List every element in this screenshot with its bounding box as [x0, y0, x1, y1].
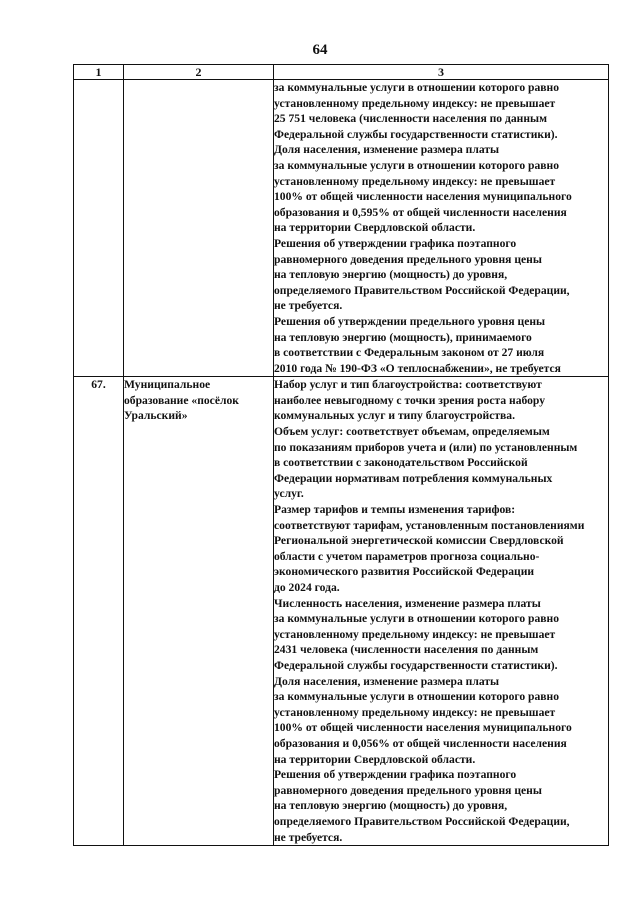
- description-line: Решения об утверждении графика поэтапного: [274, 768, 517, 782]
- description-line: коммунальных услуг и типу благоустройства.: [274, 409, 515, 423]
- description-line: установленному предельному индексу: не превышает: [274, 96, 556, 110]
- description-line: в соответствии с Федеральным законом от 27 июля: [274, 346, 545, 360]
- description-line: за коммунальные услуги в отношении которого равно: [274, 612, 560, 626]
- description-line: установленному предельному индексу: не превышает: [274, 627, 556, 641]
- description-line: 100% от общей численности населения муниципального: [274, 190, 572, 204]
- description-line: на тепловую энергию (мощность), принимаемого: [274, 330, 532, 344]
- description-line: равномерного доведения предельного уровня цены: [274, 252, 542, 266]
- description-line: Численность населения, изменение размера платы: [274, 596, 541, 610]
- description-cell: [274, 377, 609, 846]
- table-header-row: [74, 65, 609, 80]
- description-line: Региональной энергетической комиссии Свердловской: [274, 534, 564, 548]
- description-line: образования и 0,056% от общей численности населения: [274, 736, 567, 750]
- column-header-3: 3: [274, 65, 609, 80]
- document-table: [73, 64, 609, 846]
- description-line: на тепловую энергию (мощность) до уровня,: [274, 268, 508, 282]
- description-line: Доля населения, изменение размера платы: [274, 143, 500, 157]
- description-line: экономического развития Российской Федерации: [274, 565, 535, 579]
- description-line: за коммунальные услуги в отношении которого равно: [274, 158, 560, 172]
- description-line: не требуется.: [274, 299, 343, 313]
- column-header-2: 2: [124, 65, 274, 80]
- description-line: установленному предельному индексу: не превышает: [274, 705, 556, 719]
- description-line: образования и 0,595% от общей численности населения: [274, 205, 567, 219]
- description-line: Доля населения, изменение размера платы: [274, 674, 500, 688]
- description-line: определяемого Правительством Российской Федерации,: [274, 283, 570, 297]
- municipality-name-line: Уральский»: [124, 409, 188, 423]
- description-line: Решения об утверждении графика поэтапного: [274, 236, 517, 250]
- table-row: [74, 80, 609, 377]
- description-line: Решения об утверждении предельного уровня цены: [274, 314, 546, 328]
- description-line: Набор услуг и тип благоустройства: соответствуют: [274, 378, 542, 392]
- description-line: услуг.: [274, 487, 304, 501]
- description-line: до 2024 года.: [274, 581, 340, 594]
- table-body: [74, 65, 609, 846]
- description-line: за коммунальные услуги в отношении которого равно: [274, 690, 560, 704]
- description-line: Федеральной службы государственности статистики).: [274, 658, 558, 672]
- description-line: соответствуют тарифам, установленным постановлениями: [274, 518, 585, 532]
- municipality-name-cell: [124, 377, 274, 846]
- description-line: 2431 человека (численности населения по данным: [274, 643, 539, 657]
- description-line: 2010 года № 190-ФЗ «О теплоснабжении», не требуется: [274, 361, 561, 375]
- municipality-name-line: Муниципальное: [124, 378, 211, 392]
- description-line: 25 751 человека (численности населения по данным: [274, 112, 547, 126]
- table-row: [74, 377, 609, 846]
- description-line: Федерации нормативам потребления коммунальных: [274, 471, 553, 485]
- description-line: не требуется.: [274, 830, 343, 844]
- column-header-1: 1: [74, 65, 124, 80]
- description-cell: [274, 80, 609, 377]
- description-line: Объем услуг: соответствует объемам, определяемым: [274, 425, 550, 439]
- page-number: 64: [312, 42, 328, 58]
- description-line: на тепловую энергию (мощность) до уровня,: [274, 799, 508, 813]
- description-line: на территории Свердловской области.: [274, 221, 476, 235]
- description-line: 100% от общей численности населения муниципального: [274, 721, 572, 735]
- description-line: наиболее невыгодному с точки зрения роста набору: [274, 393, 546, 407]
- row-number-cell: 67.: [74, 377, 124, 846]
- description-line: равномерного доведения предельного уровня цены: [274, 783, 542, 797]
- row-number-cell: [74, 80, 124, 377]
- description-line: за коммунальные услуги в отношении которого равно: [274, 81, 560, 94]
- description-line: определяемого Правительством Российской Федерации,: [274, 814, 570, 828]
- description-line: на территории Свердловской области.: [274, 752, 476, 766]
- description-line: в соответствии с законодательством Российской: [274, 456, 528, 470]
- municipality-name-line: образование «посёлок: [124, 393, 239, 407]
- municipality-name-cell: [124, 80, 274, 377]
- description-line: Федеральной службы государственности статистики).: [274, 127, 558, 141]
- description-line: по показаниям приборов учета и (или) по установленным: [274, 440, 578, 454]
- description-line: области с учетом параметров прогноза социально-: [274, 549, 540, 563]
- description-line: Размер тарифов и темпы изменения тарифов:: [274, 503, 516, 517]
- description-line: установленному предельному индексу: не превышает: [274, 174, 556, 188]
